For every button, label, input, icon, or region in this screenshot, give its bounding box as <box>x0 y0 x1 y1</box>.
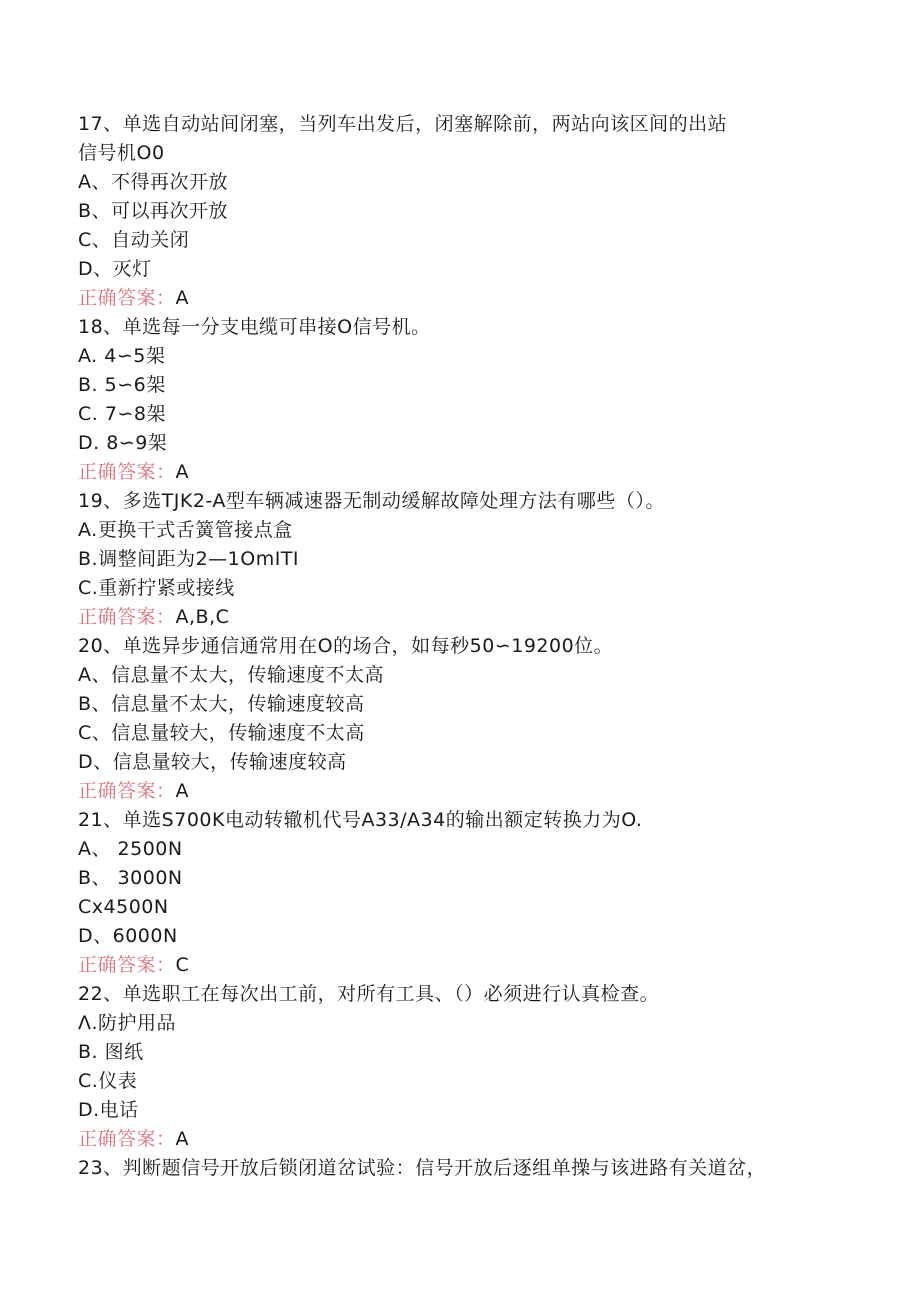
answer-option: C.仪表 <box>78 1070 138 1092</box>
answer-option: B、 3000N <box>78 867 183 889</box>
correct-answer-label: 正确答案： <box>78 780 176 802</box>
correct-answer-label: 正确答案： <box>78 954 176 976</box>
answer-option: D.电话 <box>78 1099 139 1121</box>
answer-option: A.更换干式舌簧管接点盒 <box>78 519 293 541</box>
correct-answer-label: 正确答案： <box>78 461 176 483</box>
question-stem-line: 19、多选TJK2-A型车辆减速器无制动缓解故障处理方法有哪些（）。 <box>78 490 665 512</box>
answer-option: D、信息量较大，传输速度较高 <box>78 751 347 773</box>
question-block <box>78 980 858 1154</box>
answer-option: Λ.防护用品 <box>78 1012 177 1034</box>
answer-option: C. 7∽8架 <box>78 403 166 425</box>
answer-option: B. 图纸 <box>78 1041 144 1063</box>
question-stem-line: 21、单选S700K电动转辙机代号A33/A34的输出额定转换力为O. <box>78 809 643 831</box>
correct-answer-value: A <box>175 1128 190 1150</box>
correct-answer-label: 正确答案： <box>78 287 176 309</box>
correct-answer-line <box>78 777 858 806</box>
answer-option: B、可以再次开放 <box>78 200 229 222</box>
question-block <box>78 1154 858 1183</box>
question-stem-line: 信号机O0 <box>78 142 165 164</box>
question-stem-line: 22、单选职工在每次出工前，对所有工具、（）必须进行认真检查。 <box>78 983 660 1005</box>
answer-option: A. 4∽5架 <box>78 345 166 367</box>
question-stem-line: 23、判断题信号开放后锁闭道岔试验：信号开放后逐组单操与该进路有关道岔， <box>78 1157 767 1179</box>
correct-answer-value: A <box>175 287 190 309</box>
answer-option: B、信息量不太大，传输速度较高 <box>78 693 365 715</box>
correct-answer-line <box>78 603 858 632</box>
correct-answer-line <box>78 284 858 313</box>
correct-answer-line <box>78 951 858 980</box>
question-stem-line: 18、单选每一分支电缆可串接O信号机。 <box>78 316 431 338</box>
correct-answer-value: A,B,C <box>175 606 230 628</box>
answer-option: C.重新拧紧或接线 <box>78 577 235 599</box>
question-stem-line: 17、单选自动站间闭塞，当列车出发后，闭塞解除前，两站向该区间的出站 <box>78 113 728 135</box>
answer-option: C、自动关闭 <box>78 229 190 251</box>
question-block <box>78 632 858 806</box>
answer-option: B.调整间距为2—1OmITI <box>78 548 300 570</box>
answer-option: Cx4500N <box>78 896 169 918</box>
answer-option: C、信息量较大，传输速度不太高 <box>78 722 365 744</box>
answer-option: D、灭灯 <box>78 258 152 280</box>
question-block <box>78 806 858 980</box>
correct-answer-value: A <box>175 461 190 483</box>
answer-option: D. 8∽9架 <box>78 432 168 454</box>
correct-answer-label: 正确答案： <box>78 1128 176 1150</box>
correct-answer-line <box>78 1125 858 1154</box>
answer-option: A、信息量不太大，传输速度不太高 <box>78 664 384 686</box>
question-block <box>78 487 858 632</box>
answer-option: B. 5∽6架 <box>78 374 166 396</box>
answer-option: A、不得再次开放 <box>78 171 228 193</box>
question-list <box>78 110 858 1183</box>
answer-option: D、6000N <box>78 925 178 947</box>
question-block <box>78 313 858 487</box>
correct-answer-line <box>78 458 858 487</box>
correct-answer-value: C <box>175 954 190 976</box>
correct-answer-label: 正确答案： <box>78 606 176 628</box>
answer-option: A、 2500N <box>78 838 183 860</box>
question-stem-line: 20、单选异步通信通常用在O的场合，如每秒50∽19200位。 <box>78 635 614 657</box>
correct-answer-value: A <box>175 780 190 802</box>
question-block <box>78 110 858 313</box>
